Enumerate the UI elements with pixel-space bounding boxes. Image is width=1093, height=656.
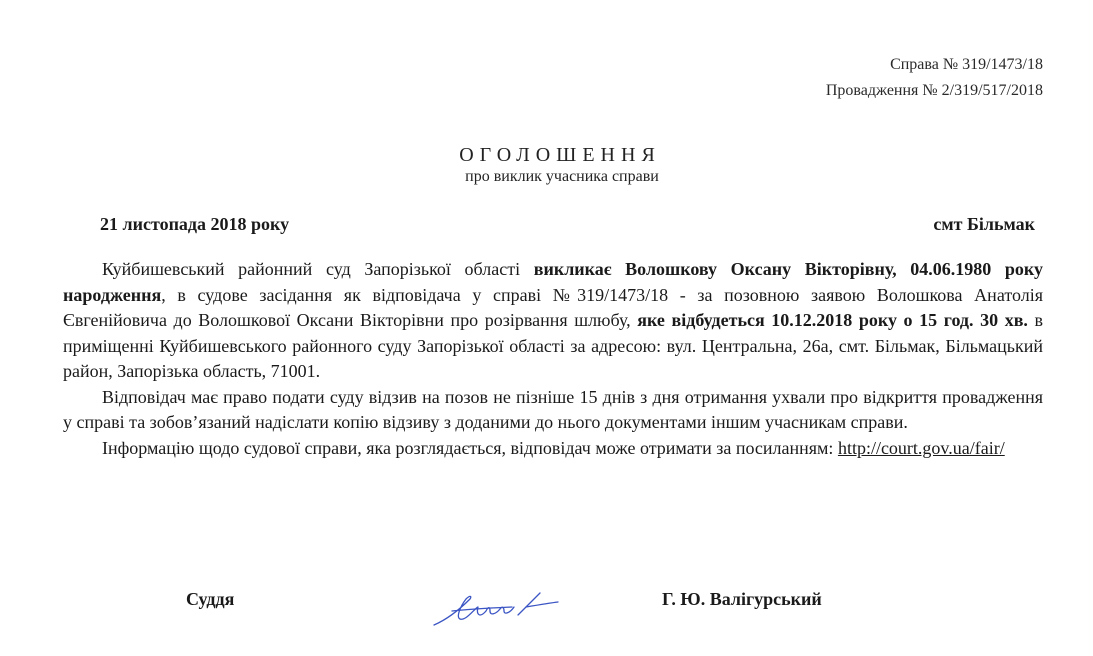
court-link[interactable]: http://court.gov.ua/fair/	[837, 437, 1005, 458]
judge-name: Г. Ю. Валігурський	[662, 589, 822, 609]
summons-intro: Куйбишевський районний суд Запорізької області	[102, 259, 534, 279]
proceeding-number: Провадження № 2/319/517/2018	[825, 82, 1043, 99]
summons-case: , в судове засідання як відповідача у справі №319/1473/18 - за позовною заявою Волошкова Анатолія Євгенійовича до Волошкової Оксани Вікторівни про розірвання шлюбу,	[63, 284, 1043, 330]
document-subtitle: про виклик учасника справи	[465, 168, 659, 185]
announcement-body	[63, 257, 1043, 461]
judge-label: Суддя	[186, 589, 235, 609]
paragraph-rights: Відповідач має право подати суду відзив на позов не пізніше 15 днів з дня отримання ухвали про відкриття провадження у справі та зобов’язаний надіслати копію відзиву з доданими до нього документами іншим учасникам справи.	[63, 386, 1043, 432]
paragraph-info	[63, 436, 1043, 462]
info-text: Інформацію щодо судової справи, яка розглядається, відповідач може отримати за посиланням:	[102, 437, 838, 458]
case-number: Справа № 319/1473/18	[890, 56, 1043, 73]
court-address: в приміщенні Куйбишевського районного суду Запорізької області за адресою: вул. Центральна, 26а, смт. Більмак, Більмацький район, Запорізька область, 71001.	[63, 310, 1044, 381]
document-place: смт Більмак	[933, 214, 1035, 234]
case-reference	[826, 52, 1043, 104]
document-title: ОГОЛОШЕННЯ	[459, 144, 661, 166]
hearing-datetime: яке відбудеться 10.12.2018 року о 15 год. 30 хв.	[637, 310, 1028, 330]
document-date: 21 листопада 2018 року	[100, 214, 290, 234]
paragraph-summons	[63, 257, 1043, 385]
summons-person: викликає Волошкову Оксану Вікторівну, 04.06.1980 року народження	[63, 259, 1043, 305]
signature-image	[430, 585, 562, 633]
